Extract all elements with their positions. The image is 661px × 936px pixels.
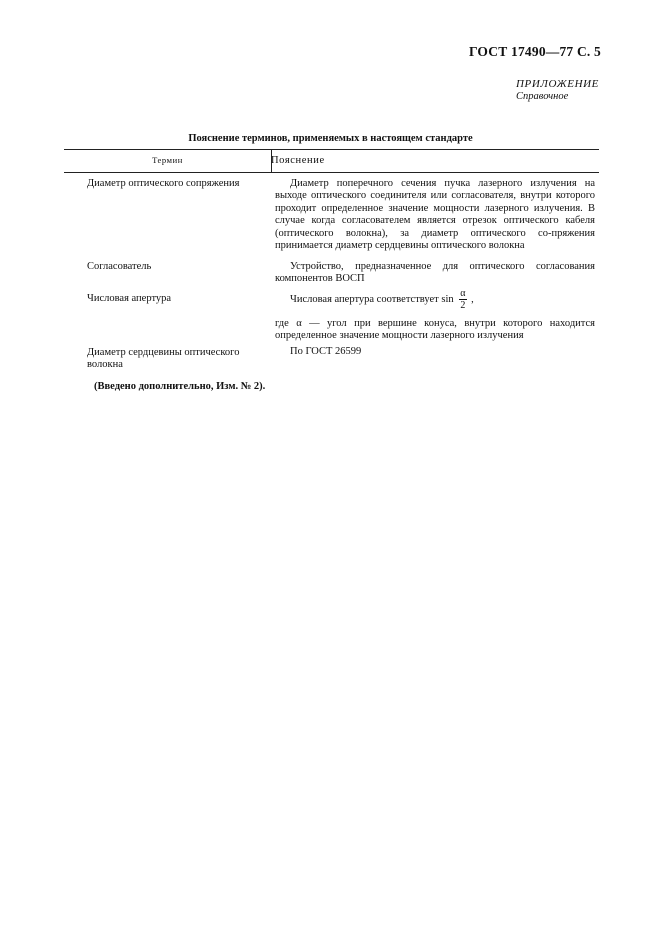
explanation-4 [275, 346, 595, 358]
explanation-2-text: Устройство, предназначенное для оптического согласования компонентов ВОСП [275, 261, 595, 285]
alpha-over-two-fraction [459, 288, 466, 311]
term-4: Диаметр сердцевины оптического волокна [87, 347, 240, 371]
formula-text: Числовая апертура соответствует sin [290, 293, 454, 305]
page-number: ГОСТ 17490—77 С. 5 [468, 44, 601, 59]
numerical-aperture-formula [290, 288, 474, 311]
formula-end: , [471, 293, 474, 305]
column-header-explanation: Пояснение [271, 155, 325, 166]
column-header-terms: Термин [152, 155, 183, 165]
fraction-numerator: α [460, 288, 466, 299]
term-3: Числовая апертура [87, 293, 172, 304]
explanation-3: где α — угол при вершине конуса, внутри которого находится определенное значение мощности лазерного излучения [275, 318, 595, 342]
term-1: Диаметр оптического сопряжения [87, 178, 240, 189]
explanation-1-text: Диаметр поперечного сечения пучка лазерного излучения на выходе оптического соединителя или согласователя, внутри которого проходит определенное значение мощности лазерного излучения. В случае когда согласователем является отрезок оптического кабеля (оптического волокна), за диаметр оптического со-пряжения принимается диаметр сердцевины оптического волокна [275, 178, 595, 252]
appendix-title: ПРИЛОЖЕНИЕ [516, 78, 599, 90]
table-top-rule [64, 149, 599, 150]
appendix-label [516, 78, 599, 102]
table-title: Пояснение терминов, применяемых в настоящем стандарте [188, 133, 473, 144]
explanation-1 [275, 178, 595, 252]
amendment-note: (Введено дополнительно, Изм. № 2). [94, 381, 266, 392]
table-header-rule [64, 172, 599, 173]
appendix-subtitle: Справочное [516, 91, 569, 102]
term-2: Согласователь [87, 261, 152, 272]
fraction-denominator: 2 [460, 300, 466, 311]
explanation-4-text: По ГОСТ 26599 [290, 346, 362, 357]
explanation-2 [275, 261, 595, 286]
